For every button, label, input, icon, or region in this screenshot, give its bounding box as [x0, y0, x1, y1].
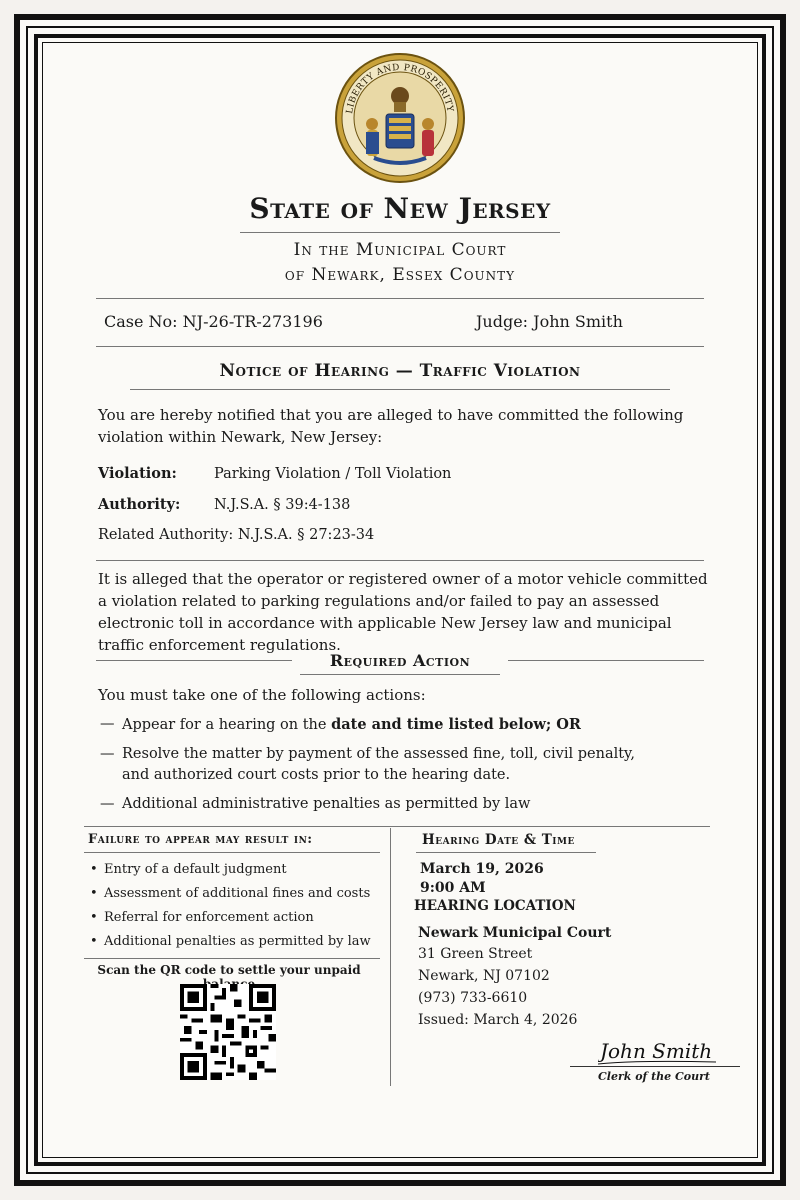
state-seal-icon	[334, 52, 466, 184]
failure-underline	[84, 852, 380, 853]
hearing-underline	[416, 852, 596, 853]
failure-item	[90, 934, 371, 949]
bullet-marker: •	[90, 862, 98, 877]
court-street: 31 Green Street	[418, 946, 533, 962]
qr-code-icon[interactable]	[180, 984, 276, 1080]
hearing-location-label: HEARING LOCATION	[414, 898, 576, 914]
dash-marker: —	[100, 716, 115, 732]
dash-marker: —	[100, 796, 115, 812]
hearing-time: 9:00 AM	[420, 880, 486, 896]
required-intro: You must take one of the following actions:	[98, 686, 426, 704]
failure-item	[90, 910, 314, 925]
authority-value: N.J.S.A. § 39:4-138	[214, 497, 351, 513]
action-text: Appear for a hearing on the	[122, 717, 332, 733]
svg-text:LIBERTY AND PROSPERITY: LIBERTY AND PROSPERITY	[345, 62, 455, 115]
failure-text: Assessment of additional fines and costs	[104, 886, 371, 901]
violation-divider	[96, 560, 704, 561]
dash-marker: —	[100, 746, 115, 762]
intro-paragraph: You are hereby notified that you are alleged to have committed the following violation within Newark, New Jersey:	[98, 406, 684, 446]
authority-row	[98, 496, 350, 513]
action-text: Resolve the matter by payment of the assessed fine, toll, civil penalty, and authorized court costs prior to the hearing date.	[122, 746, 635, 783]
case-number: Case No: NJ-26-TR-273196	[104, 312, 323, 331]
clerk-title: Clerk of the Court	[598, 1070, 710, 1083]
failure-text: Additional penalties as permitted by law	[104, 934, 371, 949]
violation-label: Violation:	[98, 465, 177, 482]
failure-text: Referral for enforcement action	[104, 910, 314, 925]
title-divider	[240, 232, 560, 233]
issued-date: Issued: March 4, 2026	[418, 1012, 578, 1028]
hearing-title: Hearing Date & Time	[422, 832, 575, 848]
notice-title: Notice of Hearing — Traffic Violation	[219, 361, 581, 381]
violation-value: Parking Violation / Toll Violation	[214, 466, 452, 482]
court-line-1: In the Municipal Court	[293, 240, 507, 260]
bullet-marker: •	[90, 934, 98, 949]
action-item	[100, 794, 530, 815]
action-item	[100, 714, 581, 736]
signature-icon	[598, 1032, 718, 1068]
court-name: Newark Municipal Court	[418, 925, 612, 941]
court-line-2: of Newark, Essex County	[284, 265, 516, 285]
related-authority: Related Authority: N.J.S.A. § 27:23-34	[98, 527, 375, 543]
bullet-marker: •	[90, 886, 98, 901]
signature-line	[570, 1066, 740, 1067]
action-item	[100, 744, 662, 786]
qr-caption: Scan the QR code to settle your unpaid	[97, 963, 361, 977]
judge-name: Judge: John Smith	[476, 312, 623, 331]
hearing-date: March 19, 2026	[420, 861, 544, 877]
court-phone: (973) 733-6610	[418, 990, 528, 1006]
failure-title: Failure to appear may result in:	[88, 832, 313, 847]
authority-label: Authority:	[98, 496, 181, 513]
qr-divider	[84, 958, 380, 959]
column-divider	[390, 828, 391, 1086]
required-action-title: Required Action	[329, 651, 471, 670]
action-text: Additional administrative penalties as permitted by law	[122, 796, 531, 812]
document-title: State of New Jersey	[249, 192, 551, 225]
header-divider	[96, 298, 704, 299]
lower-divider	[84, 826, 710, 827]
failure-text: Entry of a default judgment	[104, 862, 287, 877]
case-divider	[96, 346, 704, 347]
svg-text:John Smith: John Smith	[600, 1039, 713, 1063]
failure-item	[90, 886, 370, 901]
action-text-bold: date and time listed below; OR	[331, 716, 581, 733]
allegation-paragraph: It is alleged that the operator or registered owner of a motor vehicle committed a violation related to parking regulations and/or failed to pay an assessed electronic toll in accordance with applicable New Jersey law and municipal traffic enforcement regulations.	[98, 570, 708, 654]
court-city: Newark, NJ 07102	[418, 968, 550, 984]
violation-row	[98, 465, 451, 482]
failure-item	[90, 862, 287, 877]
notice-divider	[130, 389, 670, 390]
required-underline	[300, 674, 500, 675]
bullet-marker: •	[90, 910, 98, 925]
